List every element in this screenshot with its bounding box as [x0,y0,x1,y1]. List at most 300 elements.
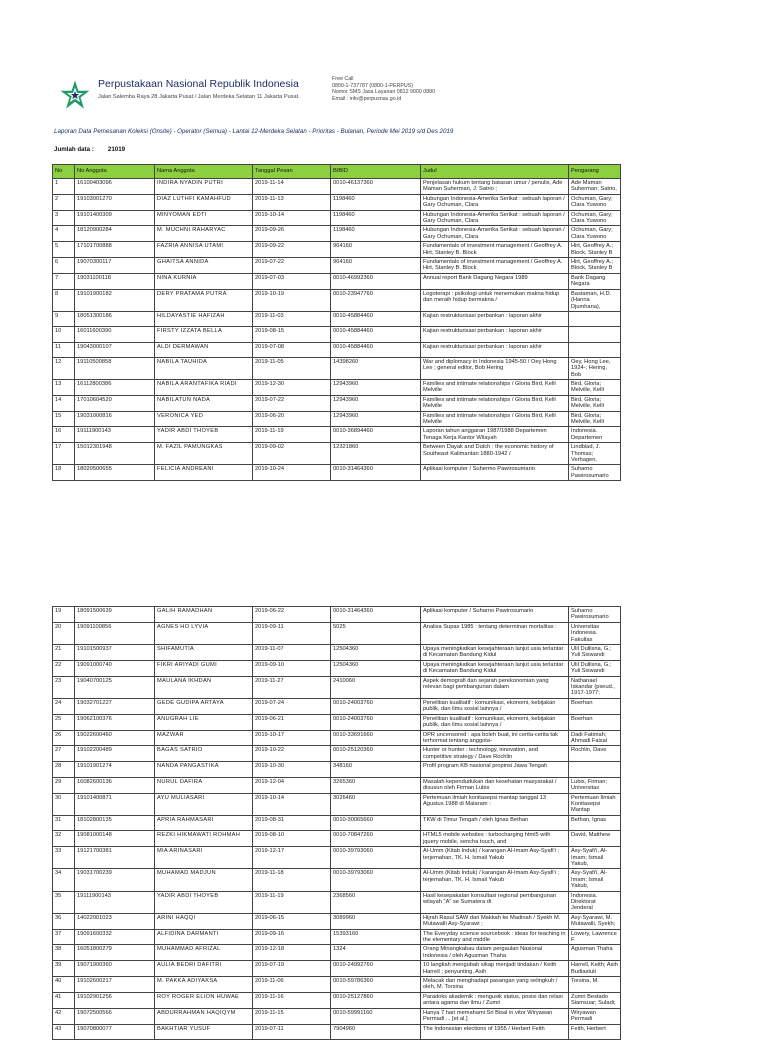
cell-no-anggota: 19081000148 [75,831,155,847]
cell-nama-anggota: FAZRIA ANNISA UTAMI [155,242,253,258]
cell-tanggal-pesan: 2019-07-22 [253,395,331,411]
cell-bibid: 1198460 [331,194,421,210]
cell-bibid: 12504360 [331,645,421,661]
cell-nama-anggota: AULIA BEDRI DAFITRI [155,961,253,977]
cell-pengarang: Harrell, Keith; Asih Budiastuti [569,961,621,977]
cell-judul: Pertemuan ilmiah konitasepsi mantap tanggal 13 Agustus 1988 di Malaram : [421,793,569,815]
cell-no: 24 [53,698,75,714]
cell-no: 32 [53,831,75,847]
cell-pengarang: Dadi Fatimah; Ahmadi Faisal [569,730,621,746]
cell-nama-anggota: YADIR ABDI THOYEB [155,891,253,913]
cell-no-anggota: 19070800077 [75,1024,155,1040]
cell-pengarang: Agusman Thaha [569,945,621,961]
column-header-nama-anggota: Nama Anggota [155,165,253,179]
report-header [54,74,734,120]
cell-nama-anggota: MIA ARINASARI [155,847,253,869]
table-row [53,465,621,481]
cell-no-anggota: 19103001270 [75,194,155,210]
cell-bibid: 0010-36894460 [331,427,421,443]
cell-no-anggota: 19102200489 [75,746,155,762]
cell-no: 9 [53,311,75,326]
cell-pengarang: Ochuman, Gary; Clara Yuwono [569,194,621,210]
cell-pengarang [569,342,621,357]
cell-pengarang: Zumri Bestado Siamsuar; Suladi; [569,992,621,1008]
cell-bibid: 0010-24003760 [331,698,421,714]
cell-pengarang: Ulil Dullisna, G.; Yuli Siswandi [569,660,621,676]
contact-line: Nomor SMS Jasa Layanan 0812 9000 0880 [332,89,436,96]
cell-pengarang: Boerhan [569,714,621,730]
cell-nama-anggota: M. MUCHNI RAHARYAC [155,226,253,242]
cell-judul: War and diplomacy in Indonesia 1945-50 / Oey Hong Lee ; general editor, Bob Hering [421,357,569,379]
cell-bibid: 0010-59991160 [331,1008,421,1024]
cell-judul: Families and intimate relationships / Gloria Bird, Kelli Melville [421,380,569,396]
cell-judul: HTML5 mobile websites : turbocharging html5 with jquery mobile, sencha touch, and [421,831,569,847]
cell-pengarang: Wiryawan Permadi [569,1008,621,1024]
cell-tanggal-pesan: 2019-10-24 [253,465,331,481]
cell-judul: Logoterapi : psikologi untuk menemukan makna hidup dan meraih hidup bermakna / [421,289,569,311]
cell-nama-anggota: GALIH RAMADHAN [155,607,253,623]
cell-no: 15 [53,411,75,427]
cell-nama-anggota: YADIR ABDI THOYEB [155,427,253,443]
cell-nama-anggota: SHIFAMUTIA [155,645,253,661]
cell-pengarang: Ochuman, Gary; Clara Yuwono [569,226,621,242]
cell-pengarang: Bank Dagang Negara [569,273,621,289]
cell-tanggal-pesan: 2019-09-02 [253,443,331,465]
cell-pengarang: Bird, Gloria; Melville, Kelli [569,380,621,396]
cell-no-anggota: 19111900143 [75,427,155,443]
cell-tanggal-pesan: 2019-09-26 [253,226,331,242]
cell-no: 19 [53,607,75,623]
cell-bibid: 0010-39793060 [331,847,421,869]
cell-tanggal-pesan: 2019-09-10 [253,660,331,676]
cell-nama-anggota: ABDURRAHMAN HAQIQYM [155,1008,253,1024]
cell-tanggal-pesan: 2019-06-21 [253,714,331,730]
cell-tanggal-pesan: 2019-11-19 [253,427,331,443]
column-header-no-anggota: No Anggota [75,165,155,179]
cell-tanggal-pesan: 2019-09-16 [253,929,331,945]
cell-pengarang: Indonesia. Direktorat Jenderal [569,891,621,913]
cell-judul: Hijrah Rasul SAW dari Makkah ke Madinah / Syekh M. Mutawalli Asy-Syarawi ; [421,913,569,929]
table-row [53,762,621,778]
cell-nama-anggota: HILDAYASTIE HAFIZAH [155,311,253,326]
cell-no-anggota: 19062100376 [75,714,155,730]
cell-tanggal-pesan: 2019-12-30 [253,380,331,396]
cell-nama-anggota: DIAZ LUTHFI KAMAHFUD [155,194,253,210]
cell-nama-anggota: NABILA ARANTAFIKA RIADI [155,380,253,396]
cell-no: 26 [53,730,75,746]
cell-pengarang: Hirt, Geoffrey A.; Block, Stanley B [569,258,621,274]
cell-no-anggota: 19111900143 [75,891,155,913]
cell-pengarang: Bird, Gloria; Melville, Kelli [569,411,621,427]
cell-judul: Kajian restrukturisasi perbankan : laporan akhir [421,327,569,342]
table-row [53,273,621,289]
cell-no: 43 [53,1024,75,1040]
cell-tanggal-pesan: 2019-07-19 [253,961,331,977]
cell-nama-anggota: INDIRA NYADIN PUTRI [155,179,253,195]
cell-judul: TKW di Timur Tengah / oleh Ignas Bethan [421,815,569,831]
cell-no: 10 [53,327,75,342]
cell-bibid: 0010-46137360 [331,179,421,195]
cell-no-anggota: 19091000740 [75,660,155,676]
cell-bibid: 1198460 [331,210,421,226]
cell-no: 39 [53,961,75,977]
cell-nama-anggota: GEDE GUDIPA ARTAYA [155,698,253,714]
cell-nama-anggota: ALFIDINA DARMANTI [155,929,253,945]
cell-no: 25 [53,714,75,730]
cell-judul: Hasil kesepakatan konsultasi regional pembangunan wilayah "A" se Sumatera di [421,891,569,913]
cell-nama-anggota: APRIA RAHMASARI [155,815,253,831]
cell-pengarang: Universitas Indonesia. Fakultas [569,622,621,644]
cell-judul: Kajian restrukturisasi perbankan : laporan akhir [421,342,569,357]
table-row [53,395,621,411]
cell-bibid: 15393160 [331,929,421,945]
cell-no-anggota: 15012301948 [75,443,155,465]
cell-bibid: 0010-33691660 [331,730,421,746]
cell-judul: Aplikasi komputer / Suhermo Pawirosumario [421,465,569,481]
cell-tanggal-pesan: 2019-08-10 [253,831,331,847]
data-count-label: Jumlah data : [54,146,94,153]
cell-judul: Families and intimate relationships / Gloria Bird, Kelli Melville [421,395,569,411]
table-row [53,929,621,945]
cell-pengarang: Pertemuan Ilmiah Konitasepsi Mantap [569,793,621,815]
cell-tanggal-pesan: 2019-06-20 [253,411,331,427]
cell-no: 20 [53,622,75,644]
cell-bibid: 0010-30065660 [331,815,421,831]
cell-tanggal-pesan: 2019-12-18 [253,945,331,961]
cell-no: 38 [53,945,75,961]
cell-no: 21 [53,645,75,661]
table-row [53,777,621,793]
cell-tanggal-pesan: 2019-11-05 [253,357,331,379]
cell-nama-anggota: NANDA PANGASTIKA [155,762,253,778]
cell-tanggal-pesan: 2019-07-08 [253,342,331,357]
cell-nama-anggota: FIRSTY IZZATA BELLA [155,327,253,342]
cell-nama-anggota: AYU MULIASARI [155,793,253,815]
cell-judul: DPR uncensored : apa boleh buat, ini cerita-cerita tak terhormat tentang anggota- [421,730,569,746]
table-row [53,427,621,443]
cell-pengarang: Asy-Syarawi, M. Mutawalli, Syekh; [569,913,621,929]
cell-bibid: 0010-39793060 [331,869,421,891]
column-header-no: No [53,165,75,179]
cell-no-anggota: 16112800386 [75,380,155,396]
cell-no-anggota: 19040700125 [75,676,155,698]
cell-no-anggota: 16082600136 [75,777,155,793]
cell-judul: Hanya 7 hari memahami Sri Bisal in vitor Wiryawan Permadi ... [et al.] [421,1008,569,1024]
column-header-judul: Judul [421,165,569,179]
cell-pengarang: Ulil Dullisna, G.; Yuli Siswandi [569,645,621,661]
cell-no-anggota: 19110500858 [75,357,155,379]
cell-pengarang: Indonesia. Departemen [569,427,621,443]
cell-pengarang: David, Matthew [569,831,621,847]
cell-no: 27 [53,746,75,762]
cell-no-anggota: 19032701227 [75,698,155,714]
cell-bibid: 2410060 [331,676,421,698]
cell-no: 1 [53,179,75,195]
cell-judul: Paradoks akademik : mengusik status, posisi dan relasi antara agama dan ilmu / Zumri [421,992,569,1008]
cell-judul: Al-Umm (Kitab Induk) / karangan Al-Imam Asy-Syafi'i ; terjemahan, TK. H. Ismail Yakub [421,847,569,869]
cell-bibid: 0010-45884460 [331,342,421,357]
cell-bibid: 12943960 [331,395,421,411]
table-row [53,226,621,242]
cell-judul: Penelitian kualitatif : komunikasi, ekonomi, kebijakan publik, dan ilmu sosial lainnya / [421,698,569,714]
contact-info [332,76,442,102]
cell-nama-anggota: M. FAZIL PAMUNGKAS [155,443,253,465]
organization-address: Jalan Salemba Raya 28 Jakarta Pusat / Jalan Merdeka Selatan 11 Jakarta Pusat. [98,94,300,100]
cell-no: 4 [53,226,75,242]
cell-pengarang: Feith, Herbert [569,1024,621,1040]
cell-no-anggota: 19031100118 [75,273,155,289]
cell-tanggal-pesan: 2019-09-11 [253,622,331,644]
cell-nama-anggota: BAGAS SATRIO [155,746,253,762]
cell-nama-anggota: NABILA TAUHIDA [155,357,253,379]
perpusnas-star-logo-icon [58,78,92,112]
column-header-bibid: BIBID [331,165,421,179]
cell-tanggal-pesan: 2019-06-22 [253,607,331,623]
table-row [53,698,621,714]
cell-pengarang: Hirt, Geoffrey A.; Block, Stanley B [569,242,621,258]
cell-tanggal-pesan: 2019-07-24 [253,698,331,714]
cell-no: 31 [53,815,75,831]
cell-no: 40 [53,977,75,993]
reservation-table-page-2 [52,606,621,1040]
table-row [53,977,621,993]
cell-no: 30 [53,793,75,815]
cell-no-anggota: 18091500639 [75,607,155,623]
table-row [53,831,621,847]
table-row [53,607,621,623]
table-row [53,327,621,342]
table-row [53,1024,621,1040]
cell-pengarang: Lindblad, J. Thomas; Verhagen, [569,443,621,465]
table-row [53,242,621,258]
cell-bibid: 348160 [331,762,421,778]
cell-judul: Orang Minangkabau dalam pergaulan Nasional Indonesia / oleh Agusman Thaha [421,945,569,961]
cell-tanggal-pesan: 2019-10-14 [253,793,331,815]
table-row [53,357,621,379]
cell-judul: Hubungan Indonesia-Amerika Serikat : sebuah laporan / Gary Ochuman, Clara [421,194,569,210]
cell-no: 16 [53,427,75,443]
cell-no: 11 [53,342,75,357]
cell-judul: Aplikasi komputer / Suharno Pawirosumario [421,607,569,623]
table-row [53,1008,621,1024]
table-row [53,194,621,210]
cell-no-anggota: 19101900182 [75,289,155,311]
cell-pengarang: Lubis, Firman; Universitas [569,777,621,793]
cell-pengarang: Asy-Syafi'i, Al-Imam; Ismail Yakub, [569,869,621,891]
cell-bibid: 14398260 [331,357,421,379]
cell-judul: Between Dayak and Dutch : the economic history of Southeast Kalimantan 1880-1942 / [421,443,569,465]
cell-nama-anggota: MUHAMMAD AFRIZAL [155,945,253,961]
cell-nama-anggota: DERY PRATAMA PUTRA [155,289,253,311]
cell-no-anggota: 19043000107 [75,342,155,357]
table-row [53,622,621,644]
table-row [53,714,621,730]
cell-no-anggota: 18120900284 [75,226,155,242]
cell-bibid: 1324 [331,945,421,961]
report-title: Laporan Data Pemesanan Koleksi (Onsite) - Operator (Semua) - Lantai 12-Merdeka Selatan - Prioritas - Bulanan, Periode Mei 2019 s/d Des 2019 [54,128,454,135]
cell-pengarang: Nathanael Iskandar (pseud., 1917-1977; [569,676,621,698]
cell-tanggal-pesan: 2019-11-27 [253,676,331,698]
table-body [53,179,621,481]
cell-no: 6 [53,258,75,274]
cell-nama-anggota: MUHAMAD MADJUN [155,869,253,891]
table-row [53,380,621,396]
cell-no: 42 [53,1008,75,1024]
cell-no-anggota: 19022600460 [75,730,155,746]
cell-nama-anggota: AGNES HO LYVIA [155,622,253,644]
cell-tanggal-pesan: 2019-11-14 [253,179,331,195]
cell-no: 22 [53,660,75,676]
cell-pengarang [569,327,621,342]
cell-tanggal-pesan: 2019-11-06 [253,977,331,993]
cell-tanggal-pesan: 2019-09-22 [253,242,331,258]
cell-nama-anggota: M. PAKKA ADIYAKSA [155,977,253,993]
cell-no-anggota: 16100403096 [75,179,155,195]
table-row [53,645,621,661]
cell-nama-anggota: ROY ROGER ELION HUWAE [155,992,253,1008]
cell-bibid: 0010-25120360 [331,746,421,762]
cell-judul: Upaya meningkatkan kesejahteraan lanjut usia terlantar di Kecamatan Bandung Kidul [421,645,569,661]
cell-no-anggota: 19072500566 [75,1008,155,1024]
table-row [53,746,621,762]
cell-no-anggota: 19091100856 [75,622,155,644]
table-row [53,847,621,869]
cell-no: 18 [53,465,75,481]
organization-name: Perpustakaan Nasional Republik Indonesia [98,78,299,90]
table-row [53,961,621,977]
cell-no: 36 [53,913,75,929]
cell-tanggal-pesan: 2019-11-13 [253,194,331,210]
table-row [53,891,621,913]
cell-tanggal-pesan: 2019-12-17 [253,847,331,869]
cell-tanggal-pesan: 2019-08-15 [253,327,331,342]
cell-judul: Families and intimate relationships / Gloria Bird, Kelli Melville [421,411,569,427]
cell-tanggal-pesan: 2019-12-04 [253,777,331,793]
cell-no: 5 [53,242,75,258]
cell-pengarang: Lowery, Lawrence F [569,929,621,945]
cell-judul: The Indonesian elections of 1955 / Herbert Feith [421,1024,569,1040]
cell-no: 17 [53,443,75,465]
cell-no: 8 [53,289,75,311]
cell-tanggal-pesan: 2019-11-07 [253,645,331,661]
cell-no: 2 [53,194,75,210]
cell-no-anggota: 19101400309 [75,210,155,226]
table-row [53,913,621,929]
cell-bibid: 0010-31464360 [331,607,421,623]
data-count [54,146,125,153]
cell-judul: Fundamentals of investment management / Geoffrey A. Hirt, Stanley B. Block [421,258,569,274]
table-row [53,258,621,274]
cell-bibid: 3265360 [331,777,421,793]
cell-judul: Penelitian kualitatif : komunikasi, ekonomi, kebijakan publik, dan ilmu sosial lainnya / [421,714,569,730]
cell-no-anggota: 14022001023 [75,913,155,929]
cell-no-anggota: 17101700888 [75,242,155,258]
table-row [53,311,621,326]
cell-tanggal-pesan: 2019-11-15 [253,1008,331,1024]
cell-no-anggota: 17010604520 [75,395,155,411]
table-row [53,945,621,961]
cell-pengarang: Bethan, Ignas [569,815,621,831]
table-row [53,815,621,831]
cell-no: 28 [53,762,75,778]
cell-no-anggota: 19101500937 [75,645,155,661]
column-header-tanggal-pesan: Tanggal Pesan [253,165,331,179]
cell-tanggal-pesan: 2019-10-14 [253,210,331,226]
table-row [53,342,621,357]
cell-tanggal-pesan: 2019-11-16 [253,992,331,1008]
cell-nama-anggota: FELICIA ANDREANI [155,465,253,481]
table-row [53,179,621,195]
cell-pengarang: Bird, Gloria; Melville, Kelli [569,395,621,411]
cell-judul: Kajian restrukturisasi perbankan : laporan akhir [421,311,569,326]
cell-no-anggota: 19101400871 [75,793,155,815]
table-row [53,443,621,465]
cell-no: 33 [53,847,75,869]
cell-tanggal-pesan: 2019-06-15 [253,913,331,929]
cell-bibid: 0010-46992360 [331,273,421,289]
table-row [53,992,621,1008]
cell-no-anggota: 18020500655 [75,465,155,481]
cell-bibid: 964160 [331,258,421,274]
cell-pengarang: Oey, Hong Lee, 1924-; Hering, Bob [569,357,621,379]
table-row [53,793,621,815]
cell-pengarang: Torsina, M. [569,977,621,993]
cell-no: 23 [53,676,75,698]
cell-nama-anggota: ARINI HAQQI [155,913,253,929]
cell-no: 13 [53,380,75,396]
cell-pengarang: Suharno Pawirosumario [569,607,621,623]
cell-judul: Melacak dan menghadapi pasangan yang selingkuh / oleh, M. Torsina [421,977,569,993]
cell-judul: Masalah kependudukan dan kesehatan masyarakat / disusun oleh Firman Lubis [421,777,569,793]
table-row [53,869,621,891]
cell-judul: Al-Umm (Kitab Induk) / karangan Al-Imam Asy-Syafi'i ; terjemahan, TK. H. Ismail Yakub [421,869,569,891]
cell-judul: Annual report Bank Dagang Negara 1989 [421,273,569,289]
cell-tanggal-pesan: 2019-08-31 [253,815,331,831]
cell-no-anggota: 18051300186 [75,311,155,326]
cell-pengarang: Ade Maman Suherman; Satrio, [569,179,621,195]
cell-bibid: 7904960 [331,1024,421,1040]
cell-no: 12 [53,357,75,379]
table-row [53,730,621,746]
cell-pengarang: Ochuman, Gary; Clara Yuwono [569,210,621,226]
cell-bibid: 0010-45884460 [331,327,421,342]
cell-judul: Hunter or hunter : technology, innovation, and competitive strategy / Dave Rochlin [421,746,569,762]
cell-judul: Upaya meningkatkan kesejahteraan lanjut usia terlantar di Kecamatan Bandung Kidul [421,660,569,676]
cell-tanggal-pesan: 2019-11-18 [253,869,331,891]
cell-nama-anggota: ANUGRAH LIE [155,714,253,730]
cell-no-anggota: 19101901274 [75,762,155,778]
cell-pengarang: Bastaman, H.D. (Hanna Djumhana), [569,289,621,311]
cell-pengarang [569,762,621,778]
cell-bibid: 0010-24992760 [331,961,421,977]
data-count-value: 21019 [107,146,126,153]
table-row [53,210,621,226]
cell-tanggal-pesan: 2019-07-22 [253,258,331,274]
cell-judul: Hubungan Indonesia-Amerika Serikat : sebuah laporan / Gary Ochuman, Clara [421,226,569,242]
cell-bibid: 1198460 [331,226,421,242]
table-row [53,676,621,698]
cell-no-anggota: 16051800279 [75,945,155,961]
contact-line: Email : info@perpusnas.go.id [332,95,402,102]
cell-tanggal-pesan: 2019-07-03 [253,273,331,289]
cell-judul: 10 langkah mengubah sikap menjadi tindakan / Keith Harrell ; penyunting, Asih [421,961,569,977]
cell-nama-anggota: MAZWAR [155,730,253,746]
cell-no-anggota: 19121700381 [75,847,155,869]
cell-judul: Analisa Supas 1985 : tentang determinan mortalitas : [421,622,569,644]
cell-nama-anggota: VERONICA YED [155,411,253,427]
cell-bibid: 12321860 [331,443,421,465]
cell-nama-anggota: NABILATUN NADA [155,395,253,411]
